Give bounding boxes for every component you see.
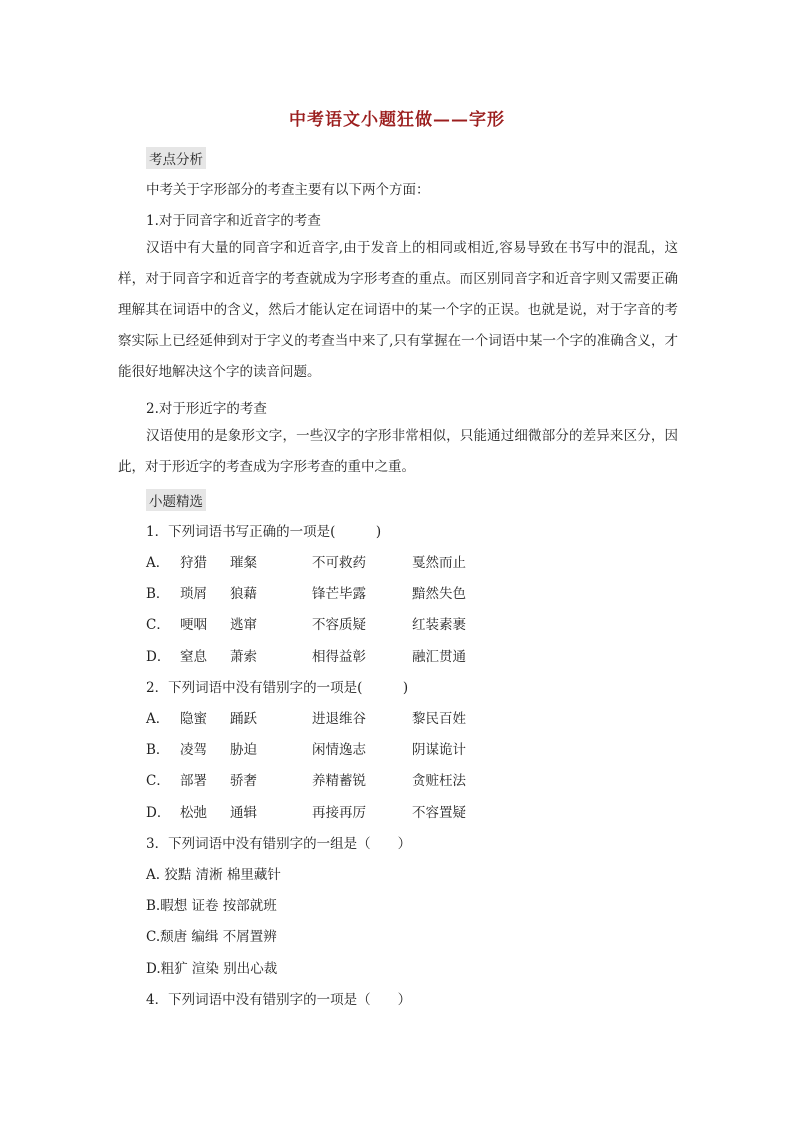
option-word: 通辑 (230, 805, 257, 821)
option-word: 不容质疑 (312, 617, 366, 633)
option-word: 红装素裹 (412, 617, 466, 633)
option-row (146, 613, 512, 631)
option-word: 狼藉 (230, 586, 257, 602)
option-word: 琐屑 (180, 586, 207, 602)
option-word: 相得益彰 (312, 649, 366, 665)
option-row (146, 769, 512, 787)
option-word: 松弛 (180, 805, 207, 821)
option-letter: C． (146, 773, 170, 789)
option-line: A. 狡黠 清淅 棉里藏针 (146, 867, 281, 883)
option-row (146, 707, 512, 725)
option-word: 锋芒毕露 (312, 586, 366, 602)
option-line: D.粗犷 渲染 别出心裁 (146, 961, 278, 977)
question-stem: 1．下列词语书写正确的一项是( ) (146, 524, 382, 540)
option-word: 不容置疑 (412, 805, 466, 821)
option-word: 狩猎 (180, 555, 207, 571)
option-word: 凌驾 (180, 742, 207, 758)
option-line: B.暇想 证卷 按部就班 (146, 898, 277, 914)
option-row (146, 738, 512, 756)
option-word: 哽咽 (180, 617, 207, 633)
option-word: 阴谋诡计 (412, 742, 466, 758)
option-word: 璀粲 (230, 555, 257, 571)
option-letter: B． (146, 742, 170, 758)
option-word: 萧索 (230, 649, 257, 665)
option-word: 窒息 (180, 649, 207, 665)
option-word: 贪赃枉法 (412, 773, 466, 789)
analysis-heading: 考点分析 (146, 147, 206, 169)
option-word: 进退维谷 (312, 711, 366, 727)
option-word: 养精蓄锐 (312, 773, 366, 789)
option-letter: D． (146, 805, 171, 821)
option-word: 闲情逸志 (312, 742, 366, 758)
question-stem: 2．下列词语中没有错别字的一项是( ) (146, 680, 409, 696)
intro-text: 中考关于字形部分的考查主要有以下两个方面： (146, 182, 430, 198)
point1-heading: 1.对于同音字和近音字的考查 (146, 213, 321, 229)
option-word: 骄奢 (230, 773, 257, 789)
question-stem: 3．下列词语中没有错别字的一组是（ ） (146, 836, 412, 852)
point2-heading: 2.对于形近字的考查 (146, 401, 267, 417)
option-word: 不可救药 (312, 555, 366, 571)
option-row (146, 645, 512, 663)
option-letter: D． (146, 649, 171, 665)
practice-heading: 小题精选 (146, 489, 206, 511)
option-word: 再接再厉 (312, 805, 366, 821)
option-letter: C． (146, 617, 170, 633)
option-word: 隐蜜 (180, 711, 207, 727)
option-word: 部署 (180, 773, 207, 789)
page-title: 中考语文小题狂做——字形 (289, 110, 505, 130)
option-word: 黎民百姓 (412, 711, 466, 727)
option-word: 融汇贯通 (412, 649, 466, 665)
option-row (146, 801, 512, 819)
option-word: 逃窜 (230, 617, 257, 633)
option-row (146, 582, 512, 600)
option-row (146, 551, 512, 569)
option-word: 戛然而止 (412, 555, 466, 571)
option-word: 黯然失色 (412, 586, 466, 602)
option-line: C.颓唐 编缉 不屑置辨 (146, 929, 277, 945)
point2-paragraph: 汉语使用的是象形文字，一些汉字的字形非常相似，只能通过细微部分的差异来区分，因此，对于形近字的考查成为字形考查的重中之重。 (118, 428, 678, 475)
point1-paragraph: 汉语中有大量的同音字和近音字,由于发音上的相同或相近,容易导致在书写中的混乱，这样，对于同音字和近音字的考查就成为字形考查的重点。而区别同音字和近音字则又需要正确理解其在词语中的含义，然后才能认定在词语中的某一个字的正误。也就是说，对于字音的考察实际上已经延伸到对于字义的考查当中来了,只有掌握在一个词语中某一个字的准确含义，才能很好地解决这个字的读音问题。 (118, 240, 678, 380)
option-letter: A． (146, 711, 170, 727)
option-word: 踊跃 (230, 711, 257, 727)
option-letter: A． (146, 555, 170, 571)
option-word: 胁迫 (230, 742, 257, 758)
option-letter: B． (146, 586, 170, 602)
question-stem: 4．下列词语中没有错别字的一项是（ ） (146, 992, 412, 1008)
